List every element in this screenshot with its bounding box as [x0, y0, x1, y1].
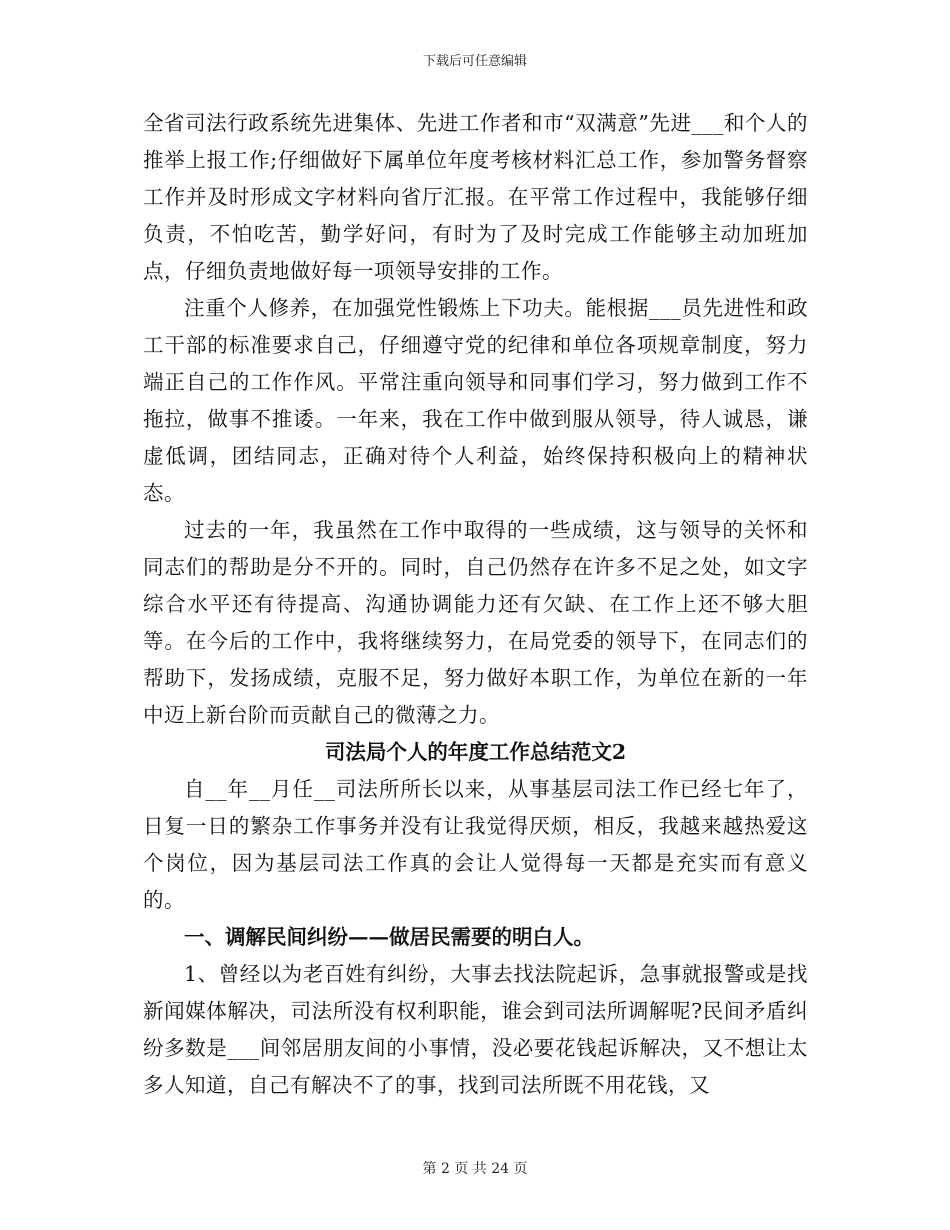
paragraph-3: 过去的一年，我虽然在工作中取得的一些成绩，这与领导的关怀和同志们的帮助是分不开的。同时，自己仍然存在许多不足之处，如文字综合水平还有待提高、沟通协调能力还有欠缺、在工作上还不够大胆等。在今后的工作中，我将继续努力，在局党委的领导下，在同志们的帮助下，发扬成绩，克服不足，努力做好本职工作，为单位在新的一年中迈上新台阶而贡献自己的微薄之力。 [143, 518, 808, 727]
paragraph-2: 注重个人修养，在加强党性锻炼上下功夫。能根据___员先进性和政工干部的标准要求自己，仔细遵守党的纪律和单位各项规章制度，努力端正自己的工作作风。平常注重向领导和同事们学习，努力做到工作不拖拉，做事不推诿。一年来，我在工作中做到服从领导，待人诚恳，谦虚低调，团结同志，正确对待个人利益，始终保持积极向上的精神状态。 [143, 296, 808, 505]
section-title: 司法局个人的年度工作总结范文2 [324, 740, 627, 764]
paragraph-4: 自__年__月任__司法所所长以来，从事基层司法工作已经七年了，日复一日的繁杂工作事务并没有让我觉得厌烦，相反，我越来越热爱这个岗位，因为基层司法工作真的会让人觉得每一天都是充实而有意义的。 [143, 777, 808, 912]
paragraph-5: 1、曾经以为老百姓有纠纷，大事去找法院起诉，急事就报警或是找新闻媒体解决，司法所没有权利职能，谁会到司法所调解呢?民间矛盾纠纷多数是___间邻居朋友间的小事情，没必要花钱起诉解决，又不想让太多人知道，自己有解决不了的事，找到司法所既不用花钱，又 [143, 962, 808, 1097]
section-subheading: 一、调解民间纠纷——做居民需要的明白人。 [184, 925, 594, 949]
page-header: 下载后可任意编辑 [422, 54, 527, 69]
paragraph-1: 全省司法行政系统先进集体、先进工作者和市“双满意”先进___和个人的推举上报工作;仔细做好下属单位年度考核材料汇总工作，参加警务督察工作并及时形成文字材料向省厅汇报。在平常工作过程中，我能够仔细负责，不怕吃苦，勤学好问，有时为了及时完成工作能够主动加班加点，仔细负责地做好每一项领导安排的工作。 [143, 111, 808, 283]
page-number: 第 2 页 共 24 页 [422, 1161, 528, 1177]
document-body [143, 105, 808, 1104]
